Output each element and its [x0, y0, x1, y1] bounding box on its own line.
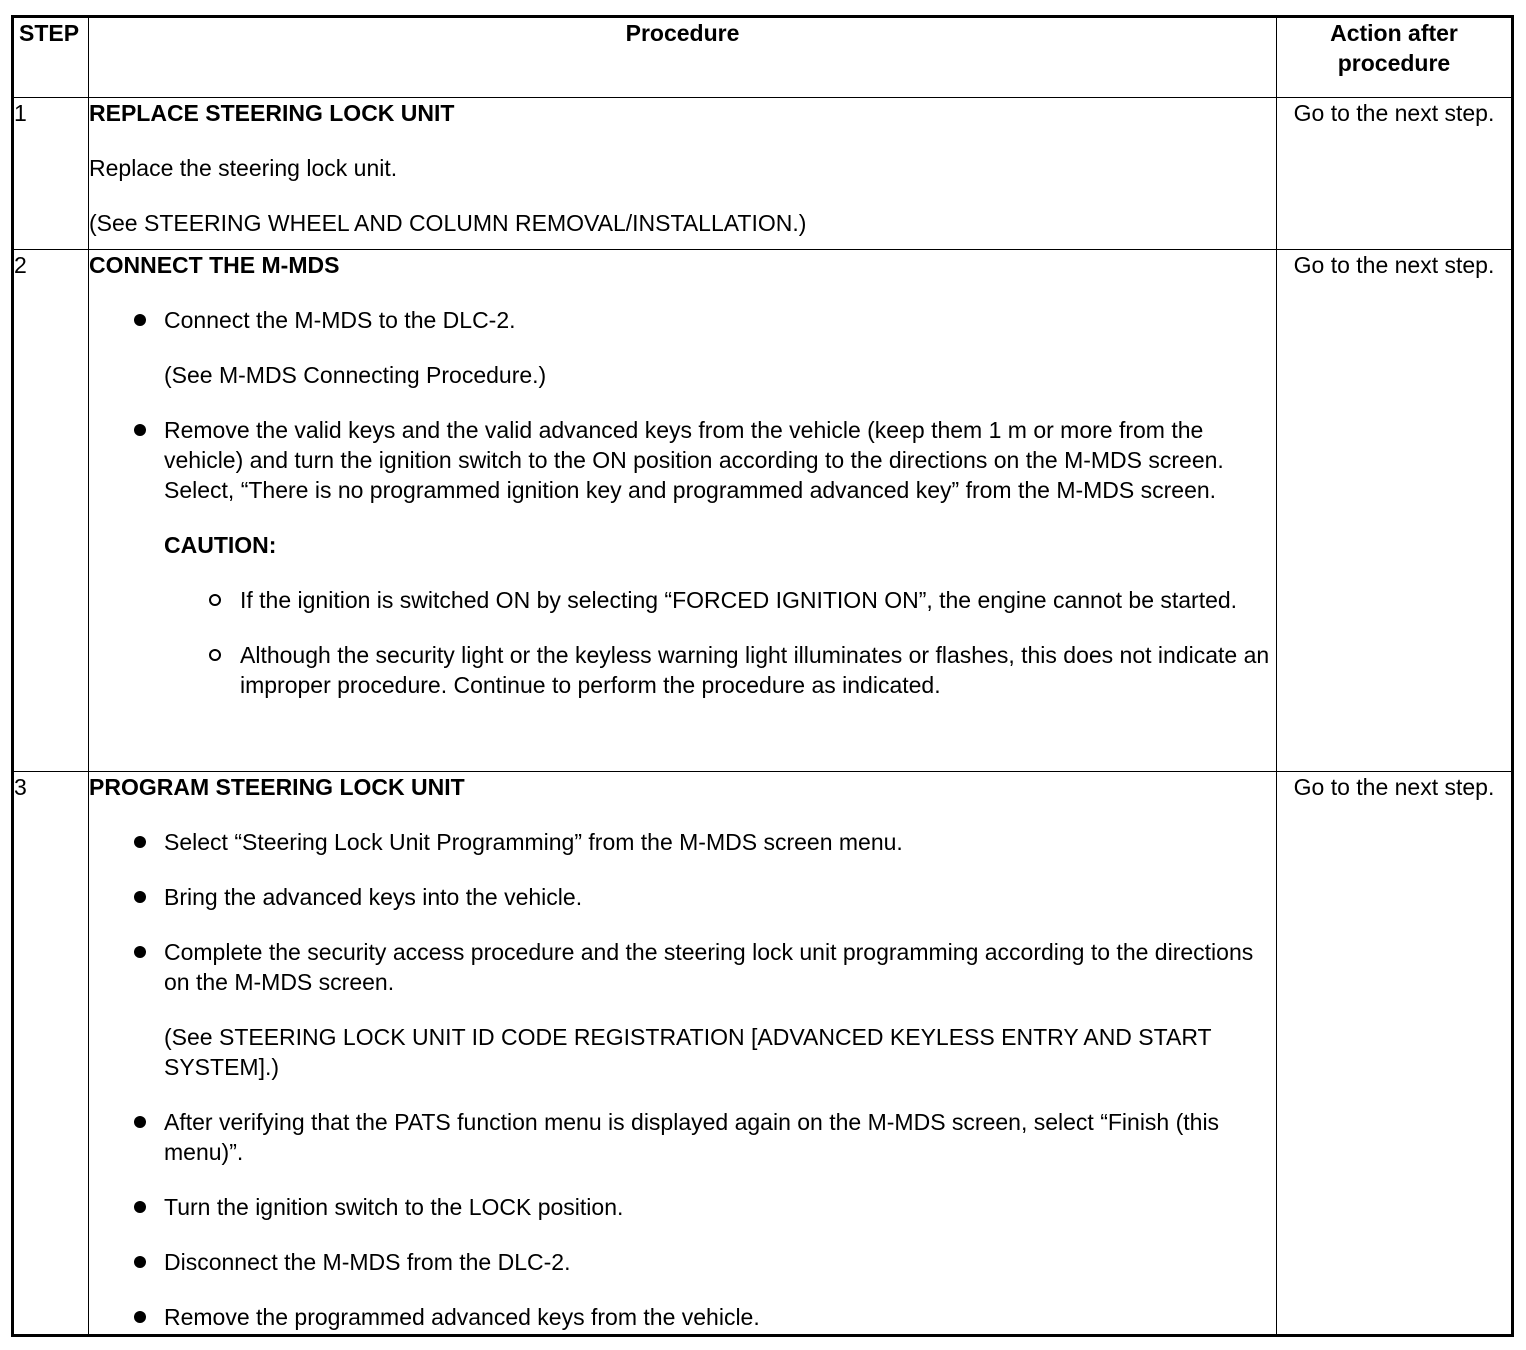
list-item-reference: (See M-MDS Connecting Procedure.)	[164, 362, 547, 388]
step-number: 1	[13, 98, 89, 250]
caution-label: CAUTION:	[164, 532, 277, 558]
list-item-reference: (See STEERING LOCK UNIT ID CODE REGISTRATION [ADVANCED KEYLESS ENTRY AND START SYSTEM].)	[164, 1024, 1212, 1080]
hollow-bullet-icon	[209, 594, 221, 606]
bullet-icon	[134, 891, 146, 903]
bullet-icon	[134, 424, 146, 436]
list-item	[164, 305, 1276, 390]
header-step: STEP	[13, 17, 89, 98]
list-item-text: Disconnect the M-MDS from the DLC-2.	[164, 1249, 571, 1275]
list-item	[164, 1192, 1276, 1222]
header-action-line1: Action after	[1330, 20, 1458, 46]
bullet-icon	[134, 314, 146, 326]
caution-item	[240, 640, 1276, 700]
step-procedure	[89, 250, 1277, 772]
list-item-text: Connect the M-MDS to the DLC-2.	[164, 307, 516, 333]
step-action: Go to the next step.	[1277, 772, 1513, 1336]
hollow-bullet-icon	[209, 649, 221, 661]
list-item-text: Remove the valid keys and the valid advanced keys from the vehicle (keep them 1 m or more from the vehicle) and turn the ignition switch to the ON position according to the directions on the M-MDS screen. Select, “There is no programmed ignition key and programmed advanced key” from the M-MDS screen.	[164, 417, 1224, 503]
step-action: Go to the next step.	[1277, 98, 1513, 250]
header-action	[1277, 17, 1513, 98]
list-item-text: After verifying that the PATS function menu is displayed again on the M-MDS screen, select “Finish (this menu)”.	[164, 1109, 1220, 1165]
list-item	[164, 827, 1276, 857]
step-title: CONNECT THE M-MDS	[89, 252, 340, 278]
bullet-icon	[134, 946, 146, 958]
header-procedure: Procedure	[89, 17, 1277, 98]
caution-item	[240, 585, 1276, 615]
list-item-text: Bring the advanced keys into the vehicle.	[164, 884, 583, 910]
step-number: 3	[13, 772, 89, 1336]
list-item	[164, 1247, 1276, 1277]
step-action: Go to the next step.	[1277, 250, 1513, 772]
header-action-line2: procedure	[1337, 50, 1451, 76]
list-item-text: Remove the programmed advanced keys from the vehicle.	[164, 1304, 760, 1330]
bullet-icon	[134, 1256, 146, 1268]
list-item	[164, 882, 1276, 912]
step-row-3	[13, 772, 1513, 1336]
bullet-list	[89, 305, 1276, 505]
step-procedure	[89, 98, 1277, 250]
list-item-text: Turn the ignition switch to the LOCK position.	[164, 1194, 624, 1220]
list-item	[164, 415, 1276, 505]
list-item-text: Select “Steering Lock Unit Programming” from the M-MDS screen menu.	[164, 829, 903, 855]
bullet-icon	[134, 1311, 146, 1323]
step-title: REPLACE STEERING LOCK UNIT	[89, 100, 455, 126]
step-row-2	[13, 250, 1513, 772]
bullet-list	[89, 827, 1276, 1332]
bullet-icon	[134, 836, 146, 848]
procedure-table	[11, 15, 1514, 1337]
bullet-icon	[134, 1116, 146, 1128]
caution-item-text: If the ignition is switched ON by selecting “FORCED IGNITION ON”, the engine cannot be started.	[240, 587, 1238, 613]
list-item	[164, 937, 1276, 1082]
step-number: 2	[13, 250, 89, 772]
header-row	[13, 17, 1513, 98]
step-title: PROGRAM STEERING LOCK UNIT	[89, 774, 465, 800]
caution-list	[89, 585, 1276, 700]
bullet-icon	[134, 1201, 146, 1213]
list-item	[164, 1302, 1276, 1332]
step-paragraph: Replace the steering lock unit.	[89, 155, 398, 181]
list-item-text: Complete the security access procedure and the steering lock unit programming according to the directions on the M-MDS screen.	[164, 939, 1254, 995]
list-item	[164, 1107, 1276, 1167]
caution-item-text: Although the security light or the keyless warning light illuminates or flashes, this does not indicate an improper procedure. Continue to perform the procedure as indicated.	[240, 642, 1270, 698]
step-row-1	[13, 98, 1513, 250]
step-reference: (See STEERING WHEEL AND COLUMN REMOVAL/INSTALLATION.)	[89, 210, 807, 236]
step-procedure	[89, 772, 1277, 1336]
